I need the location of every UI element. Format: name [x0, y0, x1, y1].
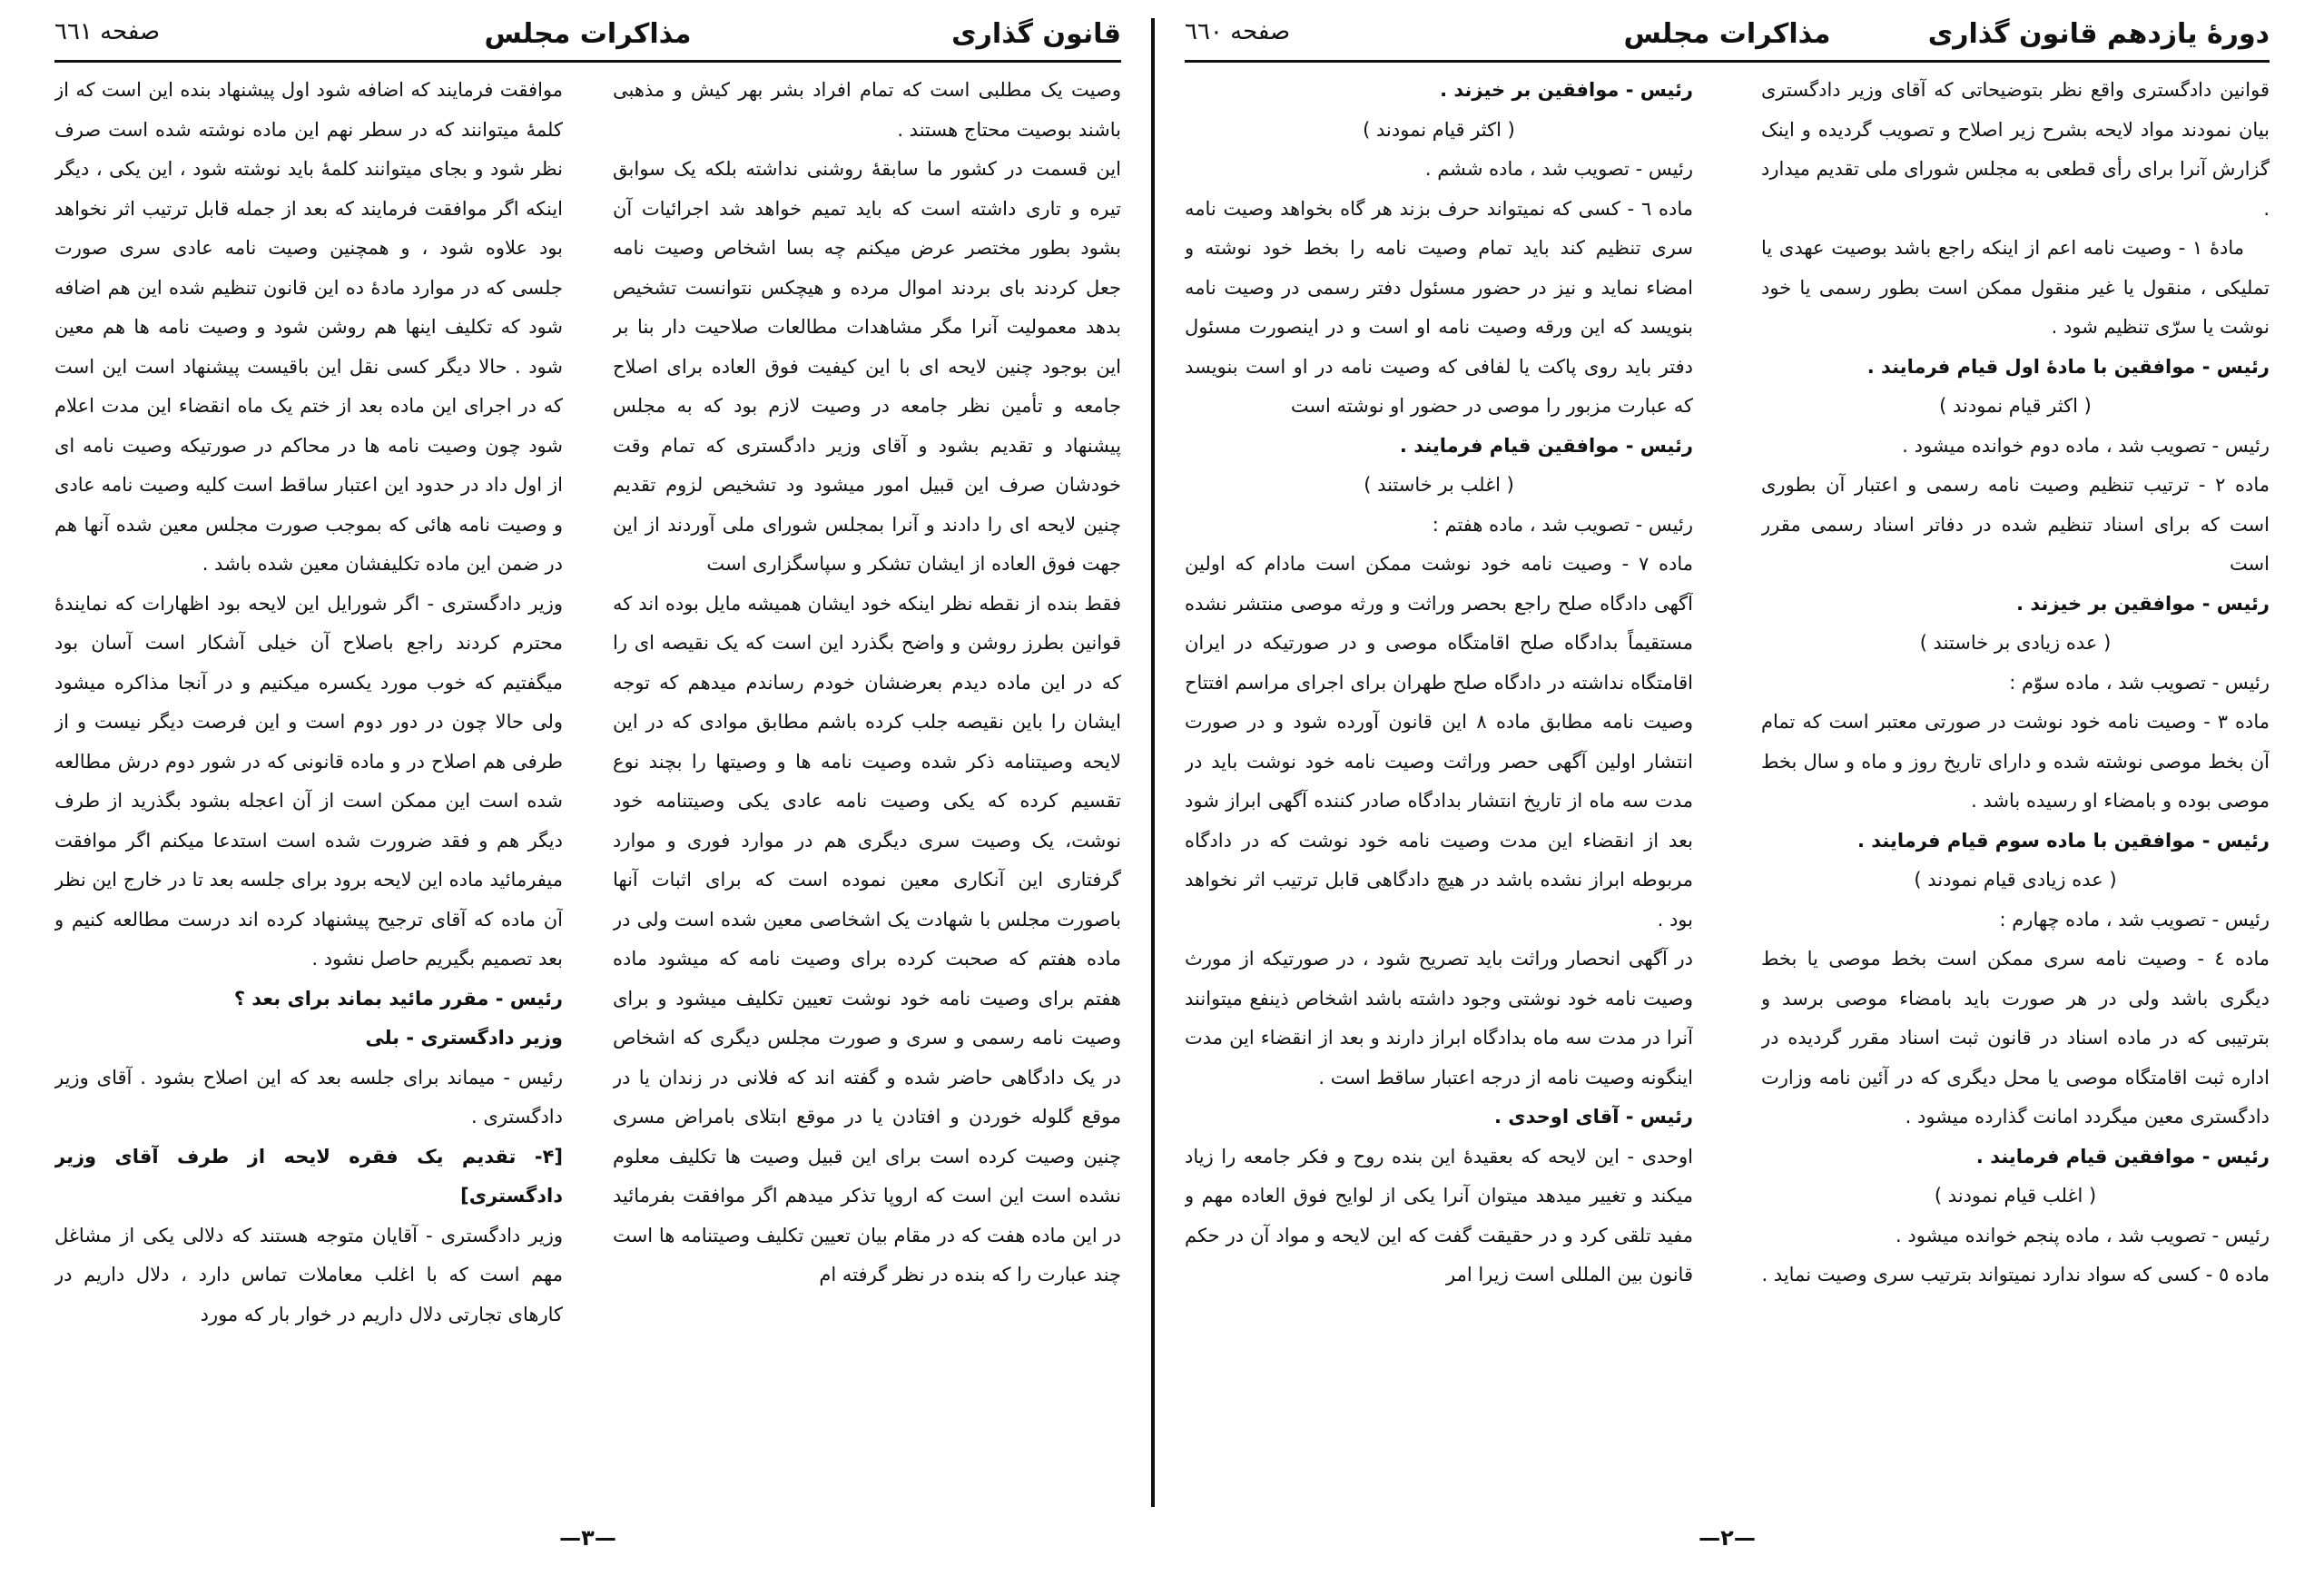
paragraph: در آگهی انحصار وراثت باید تصریح شود ، در صورتیکه از مورث وصیت نامه خود نوشتی وجود داشته باشد اشخاص ذینفع میتوانند آنرا در مدت سه ماه بدادگاه ابراز دارند و بعد از انقضاء این مدت اینگونه وصیت نامه از درجه اعتبار ساقط است . [1185, 948, 1693, 1088]
text-columns [54, 71, 1121, 1494]
column-left [54, 71, 563, 1494]
running-title: مذاکرات مجلس [1623, 18, 1831, 50]
speaker-paragraph: رئیس - موافقین بر خیزند . [1440, 79, 1693, 101]
folio: —٢— [1699, 1525, 1756, 1551]
speaker-paragraph: رئیس - موافقین بر خیزند . [2016, 592, 2270, 615]
paragraph: ماده ۳ - وصیت نامه خود نوشت در صورتی معتبر است که تمام آن بخط موصی نوشته شده و دارای تاریخ روز و ماه و سال بخط موصی بوده و بامضاء او رسیده باشد . [1761, 711, 2270, 812]
section-title: دورهٔ یازدهم قانون گذاری [1927, 18, 2270, 50]
paragraph: فقط بنده از نقطه نظر اینکه خود ایشان همیشه مایل بوده اند که قوانین بطرز روشن و واضح بگذرد این است که یک نقیصه ای را که در این ماده دیدم بعرضشان خودم رساندم میدهم که توجه ایشان را باین نقیصه جلب کرده باشم مطابق موادی که در این لایحه وصیتنامه ذکر شده وصیت نامه ها و وصیتها را بچند نوع تقسیم کرده که یکی وصیت نامه عادی یکی وصیتنامه خود نوشت، یک وصیت سری دیگری هم در موارد فوری و موارد گرفتاری این آنکاری معین نموده است که برای اثبات آنها باصورت مجلس با شهادت یک اشخاصی معین شده است ولی در ماده هفتم که صحبت کرده برای وصیت نامه که میشود ماده هفتم برای وصیت نامه خود نوشت تعیین تکلیف میشود و برای وصیت نامه رسمی و سری و صورت مجلس دیگری که اشخاص در یک دادگاهی حاضر شده و گفته اند که فلانی در زندان یا در موقع گلوله خوردن و افتادن یا در موقع ابتلای بامراض مسری چنین وصیت کرده است برای این قبیل وصیت ها تکلیف معلوم نشده است این است که اروپا تذکر میدهم اگر موافقت بفرمائید در این ماده هفت که در مقام بیان تعیین تکلیف وصیتنامه ها است چند عبارت را که بنده در نظر گرفته ام [613, 592, 1121, 1285]
page-number: صفحه ٦٦١ [54, 18, 161, 45]
page-header [54, 13, 1121, 63]
column-left [1185, 71, 1693, 1494]
gutter-divider [1151, 18, 1155, 1507]
paragraph: ماده ٦ - کسی که نمیتواند حرف بزند هر گاه بخواهد وصیت نامه سری تنظیم کند باید تمام وصیت نامه را بخط خود نوشته و امضاء نماید و نیز در حضور مسئول دفتر رسمی در وصیت نامه بنویسد که این ورقه وصیت نامه او است و در اینصورت مسئول دفتر باید روی پاکت یا لفافی که وصیت نامه در او است بنویسد که عبارت مزبور را موصی در حضور او نوشته است [1185, 197, 1693, 417]
paragraph: وصیت یک مطلبی است که تمام افراد بشر بهر کیش و مذهبی باشند بوصیت محتاج هستند . [613, 79, 1121, 141]
paragraph: این قسمت در کشور ما سابقهٔ روشنی نداشته بلکه یک سوابق تیره و تاری داشته است که باید تمیم خواهد شد اجرائیات آن بشود بطور مختصر عرض میکنم چه بسا اشخاص وصیت نامه جعل کردند بای بردند اموال مرده و هیچکس نتوانست تشخیص بدهد معمولیت آنرا مگر مشاهدات مطالعات صلاحیت دار بنا بر این بوجود چنین لایحه ای با این کیفیت فوق العاده برای اصلاح جامعه و تأمین نظر جامعه در وصیت لازم بود که به مجلس پیشنهاد و تقدیم بشود و آقای وزیر دادگستری که تمام وقت خودشان صرف این قبیل امور میشود ود تشخیص لزوم تقدیم چنین لایحه ای را دادند و آنرا بمجلس شورای ملی آوردند از این جهت فوق العاده از ایشان تشکر و سپاسگزاری است [613, 158, 1121, 575]
paragraph: اوحدی - این لایحه که بعقیدهٔ این بنده روح و فکر جامعه را زیاد میکند و تغییر میدهد میتوان آنرا یکی از لوایح فوق العاده مهم و مفید تلقی کرد و در حقیقت گفت که این لایحه و مواد آن در حکم قانون بین المللی است زیرا امر [1185, 1145, 1693, 1285]
page-661 [54, 0, 1121, 1576]
vote-result: ( عده زیادی قیام نمودند ) [1914, 869, 2117, 891]
paragraph: رئیس - میماند برای جلسه بعد که این اصلاح بشود . آقای وزیر دادگستری . [54, 1066, 563, 1128]
speaker-paragraph: رئیس - مقرر مائید بماند برای بعد ؟ [233, 987, 563, 1010]
folio: —٣— [559, 1525, 616, 1551]
paragraph: رئیس - تصویب شد ، ماده پنجم خوانده میشود . [1896, 1224, 2270, 1246]
paragraph: ماده ٥ - کسی که سواد ندارد نمیتواند بترتیب سری وصیت نماید . [1761, 1264, 2270, 1285]
paragraph: موافقت فرمایند که اضافه شود اول پیشنهاد بنده این است که از کلمهٔ میتوانند که در سطر نهم این ماده نوشته شده است صرف نظر شود و بجای میتوانند کلمهٔ باید نوشته شود ، این یکی ، دیگر اینکه اگر موافقت فرمایند که بعد از جمله قابل ترتیب اثر نخواهد بود علاوه شود ، و همچنین وصیت نامه عادی سری صورت جلسی که در موارد مادهٔ ده این قانون تنظیم شده این هم اضافه شود که تکلیف اینها هم روشن شود و وصیت نامه ها هم معین شود . حالا دیگر کسی نقل این باقیست پیشنهاد است این است که در اجرای این ماده بعد از ختم یک ماه انقضاء این مدت اعلام شود چون وصیت نامه ها در محاکم در صورتیکه وصیت نامه ای از اول داد در حدود این اعتبار ساقط است کلیه وصیت نامه عادی و وصیت نامه هائی که بموجب صورت مجلس معین شده آنها هم در ضمن این ماده تکلیفشان معین شده باشد . [54, 79, 563, 575]
vote-result: ( عده زیادی بر خاستند ) [1919, 632, 2112, 654]
vote-result: ( اغلب بر خاستند ) [1364, 474, 1514, 496]
paragraph: رئیس - تصویب شد ، ماده چهارم : [1999, 908, 2270, 931]
running-title: مذاکرات مجلس [484, 18, 692, 50]
paragraph: رئیس - تصویب شد ، ماده سوّم : [2009, 671, 2270, 694]
vote-result: ( اکثر قیام نمودند ) [1363, 118, 1515, 141]
page-number: صفحه ٦٦٠ [1185, 18, 1291, 45]
paragraph: رئیس - تصویب شد ، ماده دوم خوانده میشود . [1902, 434, 2270, 457]
paragraph: وزیر دادگستری - آقایان متوجه هستند که دلالی یکی از مشاغل مهم است که با اغلب معاملات تماس دارد ، دلال داریم در کارهای تجارتی دلال داریم در خوار بار که مورد [54, 1224, 563, 1325]
paragraph: قوانین دادگستری واقع نظر بتوضیحاتی که آقای وزیر دادگستری بیان نمودند مواد لایحه بشرح زیر اصلاح و تصویب گردیده و اینک گزارش آنرا برای رأی قطعی به مجلس شورای ملی تقدیم میدارد . [1761, 79, 2270, 220]
paragraph: مادهٔ ۱ - وصیت نامه اعم از اینکه راجع باشد بوصیت عهدی یا تملیکی ، منقول یا غیر منقول ممکن است بطور رسمی یا خود نوشت یا سرّی تنظیم شود . [1761, 237, 2270, 338]
page-660 [1185, 0, 2270, 1576]
speaker-paragraph: رئیس - موافقین با مادهٔ اول قیام فرمایند . [1866, 355, 2270, 378]
vote-result: ( اکثر قیام نمودند ) [1939, 395, 2092, 417]
speaker-paragraph: [۴- تقدیم یک فقره لایحه از طرف آقای وزیر دادگستری] [54, 1145, 563, 1207]
paragraph: رئیس - تصویب شد ، ماده هفتم : [1432, 513, 1693, 536]
speaker-paragraph: رئیس - موافقین قیام فرمایند . [1399, 434, 1693, 457]
vote-result: ( اغلب قیام نمودند ) [1934, 1185, 2097, 1207]
speaker-paragraph: رئیس - موافقین با ماده سوم قیام فرمایند . [1856, 829, 2270, 852]
speaker-paragraph: رئیس - آقای اوحدی . [1493, 1106, 1693, 1128]
paragraph: وزیر دادگستری - اگر شورایل این لایحه بود اظهارات که نمایندهٔ محترم کردند راجع باصلاح آن خیلی آشکار است آسان بود میگفتیم که خوب مورد یکسره میکنیم و در آنجا مذاکره میشود ولی حالا چون در دور دوم است و این فرصت دیگر نیست و از طرفی هم اصلاح در و ماده قانونی که در شور دوم درش مطالعه شده است این ممکن است از آن اعجله بشود بگذرید از طرف دیگر هم و فقد ضرورت شده است استدعا میکنم اگر موافقت میفرمائید ماده این لایحه برود برای جلسه بعد تا در خارج این نظر آن ماده که آقای ترجیح پیشنهاد کرده اند درست مطالعه کنیم و بعد تصمیم بگیریم حاصل نشود . [54, 592, 563, 970]
column-right [1761, 71, 2270, 1494]
column-right [613, 71, 1121, 1494]
text-columns [1185, 71, 2270, 1494]
speaker-paragraph: رئیس - موافقین قیام فرمایند . [1975, 1145, 2270, 1167]
paragraph: ماده ٤ - وصیت نامه سری ممکن است بخط موصی یا بخط دیگری باشد ولی در هر صورت باید بامضاء موصی برسد و بترتیبی که در ماده اسناد در قانون ثبت اسناد مقرر گردیده در اداره ثبت اقامتگاه موصی یا محل دیگری که در آئین نامه وزارت دادگستری معین میگردد امانت گذارده میشود . [1761, 948, 2270, 1128]
paragraph: ماده ۷ - وصیت نامه خود نوشت ممکن است مادام که اولین آگهی دادگاه صلح راجع بحصر وراثت و ورثه موصی منتشر نشده مستقیماً بدادگاه صلح اقامتگاه موصی و در صورتیکه در ایران اقامتگاه نداشته در دادگاه صلح طهران برای اجرای مراسم افتتاح وصیت نامه مطابق ماده ۸ این قانون آورده شود و در صورت انتشار اولین آگهی حصر وراثت وصیت نامه خود نوشت باید در مدت سه ماه از تاریخ انتشار بدادگاه صادر کننده آگهی ابراز شود بعد از انقضاء این مدت وصیت نامه خود نوشت که در دادگاه مربوطه ابراز نشده باشد در هیچ دادگاهی قابل ترتیب اثر نخواهد بود . [1185, 553, 1693, 931]
paragraph: رئیس - تصویب شد ، ماده ششم . [1424, 158, 1693, 180]
page-header [1185, 13, 2270, 63]
section-title: قانون گذاری [951, 18, 1121, 50]
paragraph: ماده ۲ - ترتیب تنظیم وصیت نامه رسمی و اعتبار آن بطوری است که برای اسناد تنظیم شده در دفاتر اسناد رسمی مقرر است [1761, 474, 2270, 575]
speaker-paragraph: وزیر دادگستری - بلی [365, 1027, 563, 1049]
